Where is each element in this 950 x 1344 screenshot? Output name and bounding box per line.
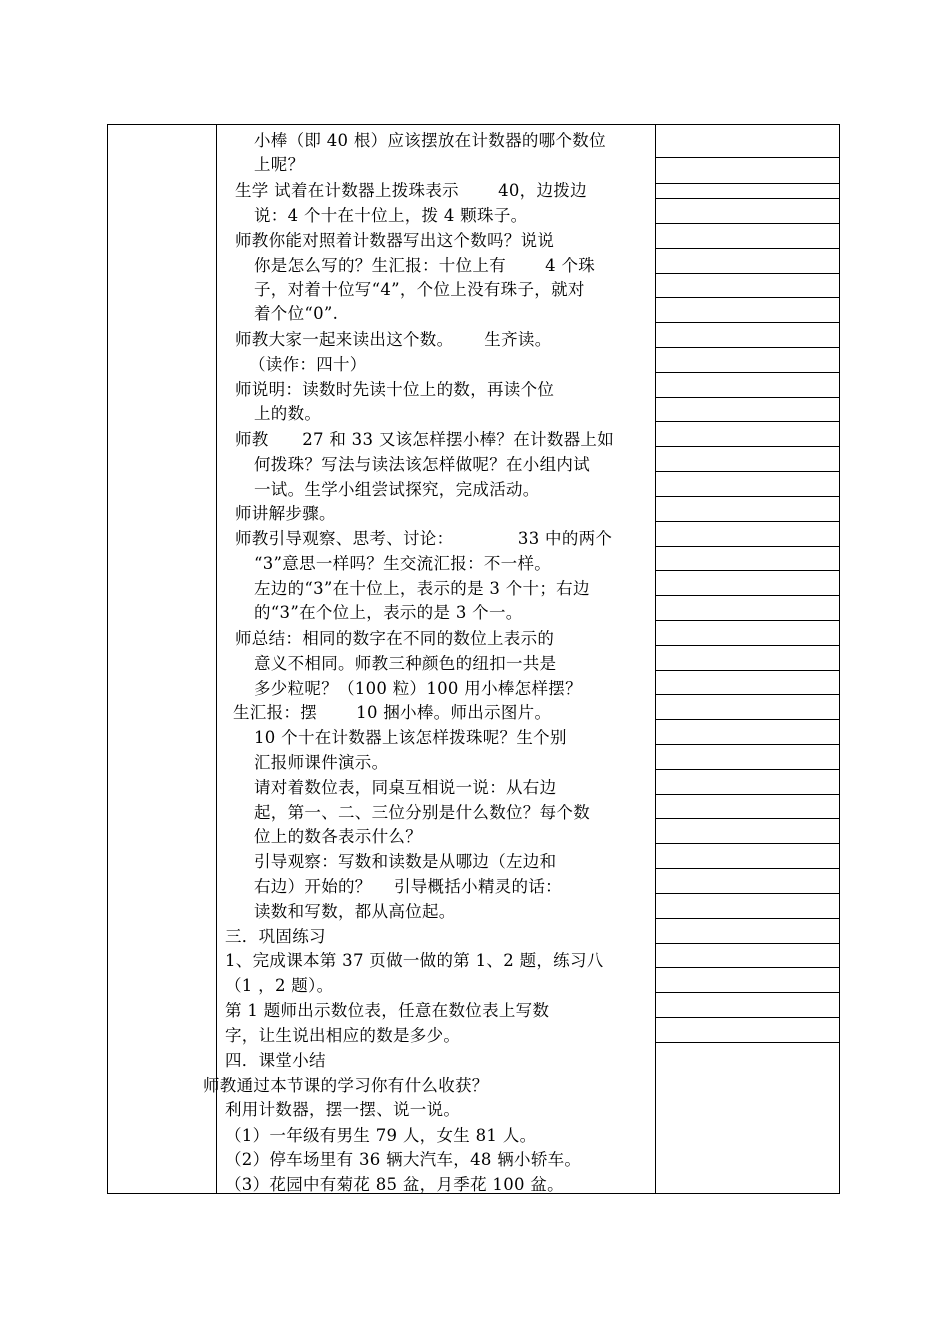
text-line: （3）花园中有菊花 85 盆，月季花 100 盆。 xyxy=(225,1175,564,1194)
text-line: “3”意思一样吗？生交流汇报：不一样。 xyxy=(254,554,552,573)
notes-rule xyxy=(655,372,840,373)
notes-rule xyxy=(655,496,840,497)
notes-rule xyxy=(655,248,840,249)
text-line: 汇报师课件演示。 xyxy=(254,753,389,772)
notes-rule xyxy=(655,719,840,720)
notes-rule xyxy=(655,223,840,224)
text-line: 师教你能对照着计数器写出这个数吗？说说 xyxy=(235,231,555,250)
text-line: 上的数。 xyxy=(254,404,322,423)
text-line: 的“3”在个位上，表示的是 3 个一。 xyxy=(254,603,523,622)
notes-rule xyxy=(655,992,840,993)
text-line: 师教大家一起来读出这个数。 生齐读。 xyxy=(235,330,552,349)
section-heading: 三．巩固练习 xyxy=(225,927,326,946)
notes-rule xyxy=(655,157,840,158)
notes-rule xyxy=(655,645,840,646)
notes-rule xyxy=(655,297,840,298)
notes-rule xyxy=(655,595,840,596)
notes-rule xyxy=(655,471,840,472)
text-line: 师教通过本节课的学习你有什么收获？ xyxy=(203,1076,489,1095)
text-line: （2）停车场里有 36 辆大汽车，48 辆小轿车。 xyxy=(225,1150,582,1169)
text-line: 位上的数各表示什么？ xyxy=(254,827,422,846)
text-line: 小棒（即 40 根）应该摆放在计数器的哪个数位 xyxy=(254,131,606,150)
text-line: 生汇报：摆 10 捆小棒。师出示图片。 xyxy=(233,703,552,722)
text-line: 左边的“3”在十位上，表示的是 3 个十；右边 xyxy=(254,579,590,598)
text-line: 字，让生说出相应的数是多少。 xyxy=(225,1026,461,1045)
notes-rule xyxy=(655,818,840,819)
text-line: 引导观察：写数和读数是从哪边（左边和 xyxy=(254,852,557,871)
text-line: 第 1 题师出示数位表，任意在数位表上写数 xyxy=(225,1001,550,1020)
notes-rule xyxy=(655,1042,840,1043)
text-line: （1 ，2 题）。 xyxy=(225,976,334,995)
notes-rule xyxy=(655,322,840,323)
text-line: 上呢？ xyxy=(254,155,305,174)
text-line: 你是怎么写的？生汇报：十位上有 4 个珠 xyxy=(254,256,596,275)
text-line: 师说明：读数时先读十位上的数，再读个位 xyxy=(235,380,555,399)
notes-rule xyxy=(655,620,840,621)
section-heading: 四．课堂小结 xyxy=(225,1051,326,1070)
notes-rule xyxy=(655,943,840,944)
notes-rule xyxy=(655,868,840,869)
notes-rule xyxy=(655,397,840,398)
notes-rule xyxy=(655,694,840,695)
column-divider-right xyxy=(655,124,656,1194)
text-line: 着个位“0”. xyxy=(254,304,339,323)
notes-rule xyxy=(655,769,840,770)
notes-rule xyxy=(655,967,840,968)
notes-rule xyxy=(655,744,840,745)
notes-rule xyxy=(655,1017,840,1018)
text-line: 利用计数器，摆一摆、说一说。 xyxy=(225,1100,461,1119)
text-line: 师教引导观察、思考、讨论： 33 中的两个 xyxy=(235,529,613,548)
text-line: 师总结：相同的数字在不同的数位上表示的 xyxy=(235,629,555,648)
notes-rule xyxy=(655,918,840,919)
text-line: 意义不相同。师教三种颜色的纽扣一共是 xyxy=(254,654,557,673)
notes-rule xyxy=(655,570,840,571)
text-line: 说：4 个十在十位上，拨 4 颗珠子。 xyxy=(254,206,528,225)
text-line: 子，对着十位写“4”，个位上没有珠子，就对 xyxy=(254,280,585,299)
notes-rule xyxy=(655,546,840,547)
text-line: 生学 试着在计数器上拨珠表示 40，边拨边 xyxy=(235,181,587,200)
text-line: 师讲解步骤。 xyxy=(235,504,336,523)
notes-rule xyxy=(655,843,840,844)
column-divider-left xyxy=(216,124,217,1194)
notes-rule xyxy=(655,273,840,274)
text-line: 起，第一、二、三位分别是什么数位？每个数 xyxy=(254,803,590,822)
text-line: 何拨珠？写法与读法该怎样做呢？在小组内试 xyxy=(254,455,590,474)
text-line: 请对着数位表，同桌互相说一说：从右边 xyxy=(254,778,557,797)
text-line: 多少粒呢？（100 粒）100 用小棒怎样摆？ xyxy=(254,679,582,698)
text-line: 1、完成课本第 37 页做一做的第 1、2 题，练习八 xyxy=(225,951,604,970)
notes-rule xyxy=(655,670,840,671)
text-line: （读作：四十） xyxy=(249,355,367,374)
text-line: （1）一年级有男生 79 人，女生 81 人。 xyxy=(225,1126,537,1145)
notes-rule xyxy=(655,347,840,348)
text-line: 读数和写数，都从高位起。 xyxy=(254,902,456,921)
text-line: 右边）开始的？ 引导概括小精灵的话： xyxy=(254,877,562,896)
text-line: 一试。生学小组尝试探究，完成活动。 xyxy=(254,480,540,499)
text-line: 师教 27 和 33 又该怎样摆小棒？在计数器上如 xyxy=(235,430,615,449)
notes-rule xyxy=(655,183,840,184)
text-line: 10 个十在计数器上该怎样拨珠呢？生个别 xyxy=(254,728,567,747)
notes-rule xyxy=(655,893,840,894)
notes-rule xyxy=(655,521,840,522)
notes-rule xyxy=(655,198,840,199)
notes-rule xyxy=(655,794,840,795)
notes-rule xyxy=(655,446,840,447)
notes-rule xyxy=(655,421,840,422)
